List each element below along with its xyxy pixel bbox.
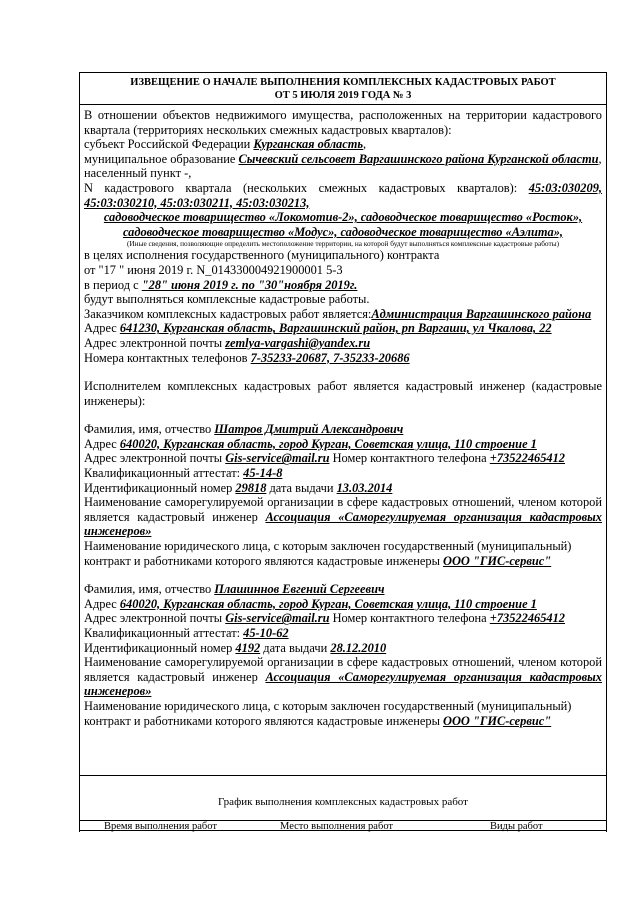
customer-address-line: Адрес 641230, Курганская область, Варгашинский район, рп Варгаши, ул Чкалова, 22: [84, 321, 552, 336]
territory-note: (Иные сведения, позволяющие определить местоположение территории, на которой будут выполняться комплексные кадастровые работы): [126, 239, 560, 249]
engineer-issue-date: 13.03.2014: [336, 480, 393, 495]
engineer-id-line: Идентификационный номер 29818 дата выдачи 13.03.2014: [84, 480, 393, 495]
engineer-address-line: Адрес 640020, Курганская область, город Курган, Советская улица, 110 строение 1: [84, 596, 537, 611]
engineer-cert-line: Квалификационный аттестат: 45-14-8: [84, 466, 283, 481]
engineer-name: Плашиннов Евгений Сергеевич: [214, 582, 385, 597]
engineer-block: [84, 582, 602, 728]
schedule-col-types: Виды работ: [490, 821, 543, 832]
engineer-cert-line: Квалификационный аттестат: 45-10-62: [84, 626, 289, 640]
engineer-sro: Ассоциация «Саморегулируемая организация кадастровых инженеров»: [84, 669, 602, 699]
will-perform: будут выполняться комплексные кадастровые работы.: [84, 292, 370, 307]
engineer-address-line: Адрес 640020, Курганская область, город Курган, Советская улица, 110 строение 1: [84, 436, 537, 451]
engineer-email: Gis-service@mail.ru: [225, 611, 330, 626]
engineer-block: [84, 422, 602, 568]
schedule-table: [79, 775, 607, 831]
engineer-email: Gis-service@mail.ru: [225, 451, 330, 466]
engineer-name-line: Фамилия, имя, отчество Плашиннов Евгений Сергеевич: [84, 582, 385, 597]
customer-line: Заказчиком комплексных кадастровых работ является:Администрация Варгашинского района: [84, 306, 592, 321]
engineer-name-line: Фамилия, имя, отчество Шатров Дмитрий Александрович: [84, 422, 404, 437]
engineer-sro: Ассоциация «Саморегулируемая организация кадастровых инженеров»: [84, 509, 602, 539]
performer-intro: Исполнителем комплексных кадастровых работ является кадастровый инженер (кадастровые инженеры):: [84, 379, 602, 408]
engineer-legal: ООО "ГИС-сервис": [443, 713, 552, 728]
customer-phones-value: 7-35233-20687, 7-35233-20686: [250, 350, 410, 365]
quarters-line: N кадастрового квартала (нескольких смежных кадастровых кварталов): 45:03:030209, 45:03:030210, 45:03:030211, 45:03:030213,: [84, 180, 602, 210]
customer-phones-line: Номера контактных телефонов 7-35233-20687, 7-35233-20686: [84, 350, 410, 365]
engineer-contacts-line: Адрес электронной почты Gis-service@mail.ru Номер контактного телефона +73522465412: [84, 611, 565, 626]
municipality-line: муниципальное образование Сычевский сельсовет Варгашинского района Курганской области,: [84, 151, 602, 166]
engineer-issue-date: 28.12.2010: [330, 640, 387, 655]
schedule-col-time: Время выполнения работ: [104, 821, 217, 832]
engineer-id: 4192: [235, 640, 261, 655]
settlement-line: населенный пункт -,: [84, 166, 192, 181]
spacer: [84, 408, 602, 422]
customer-address-value: 641230, Курганская область, Варгашинский район, рп Варгаши, ул Чкалова, 22: [119, 321, 552, 336]
notice-title: [80, 73, 606, 105]
contract-purpose: в целях исполнения государственного (муниципального) контракта: [84, 248, 440, 263]
engineer-cert: 45-10-62: [243, 626, 289, 640]
municipality-value: Сычевский сельсовет Варгашинского района Курганской области: [238, 151, 599, 166]
engineer-sro-line: Наименование саморегулируемой организации в сфере кадастровых отношений, членом которой является кадастровый инженер Ассоциация «Саморегулируемая организация кадастровых инженеров»: [84, 655, 602, 699]
schedule-header-row: [80, 820, 606, 832]
title-line-2: ОТ 5 ИЮЛЯ 2019 ГОДА № 3: [274, 90, 412, 101]
title-line-1: ИЗВЕЩЕНИЕ О НАЧАЛЕ ВЫПОЛНЕНИЯ КОМПЛЕКСНЫХ КАДАСТРОВЫХ РАБОТ: [130, 77, 556, 88]
schedule-col-place: Место выполнения работ: [280, 821, 394, 832]
engineer-id: 29818: [235, 480, 267, 495]
quarters-value: 45:03:030209, 45:03:030210, 45:03:030211, 45:03:030213,: [84, 180, 602, 210]
contract-number: от "17 " июня 2019 г. N_014330004921900001 5-3: [84, 262, 343, 277]
engineer-contacts-line: Адрес электронной почты Gis-service@mail.ru Номер контактного телефона +73522465412: [84, 451, 565, 466]
period-value: "28" июня 2019 г. по "30"ноября 2019г.: [141, 277, 358, 292]
territory-line: садоводческое товарищество «Локомотив-2», садоводческое товарищество «Росток», садоводческое товарищество «Модус», садоводческое товарищество «Аэлита»,: [103, 210, 583, 239]
notice-body: [80, 105, 606, 728]
engineer-phone: +73522465412: [489, 611, 565, 626]
period-line: в период с "28" июня 2019 г. по "30"ноября 2019г.: [84, 277, 358, 292]
subject-line: субъект Российской Федерации Курганская область,: [84, 137, 367, 152]
engineer-phone: +73522465412: [489, 451, 565, 466]
engineer-id-line: Идентификационный номер 4192 дата выдачи 28.12.2010: [84, 640, 387, 655]
engineer-name: Шатров Дмитрий Александрович: [214, 422, 404, 437]
engineer-sro-line: Наименование саморегулируемой организации в сфере кадастровых отношений, членом которой является кадастровый инженер Ассоциация «Саморегулируемая организация кадастровых инженеров»: [84, 495, 602, 539]
engineer-address: 640020, Курганская область, город Курган, Советская улица, 110 строение 1: [119, 596, 537, 611]
intro-text: В отношении объектов недвижимого имущества, расположенных на территории кадастрового квартала (территориях нескольких смежных кадастровых кварталов):: [84, 108, 602, 137]
customer-email-line: Адрес электронной почты zemlya-vargashi@yandex.ru: [84, 335, 371, 350]
notice-document: [79, 72, 607, 832]
spacer: [84, 568, 602, 582]
engineer-legal-line: Наименование юридического лица, с которым заключен государственный (муниципальный) контракт и работниками которого являются кадастровые инженеры ООО "ГИС-сервис": [84, 539, 572, 568]
engineer-legal-line: Наименование юридического лица, с которым заключен государственный (муниципальный) контракт и работниками которого являются кадастровые инженеры ООО "ГИС-сервис": [84, 698, 572, 728]
customer-email-value: zemlya-vargashi@yandex.ru: [225, 335, 371, 350]
spacer: [84, 365, 602, 379]
engineer-cert: 45-14-8: [243, 466, 283, 481]
schedule-title: График выполнения комплексных кадастровых работ: [218, 796, 468, 808]
engineer-address: 640020, Курганская область, город Курган, Советская улица, 110 строение 1: [119, 436, 537, 451]
customer-value: Администрация Варгашинского района: [371, 306, 592, 321]
subject-value: Курганская область: [253, 137, 364, 152]
engineer-legal: ООО "ГИС-сервис": [443, 553, 552, 568]
